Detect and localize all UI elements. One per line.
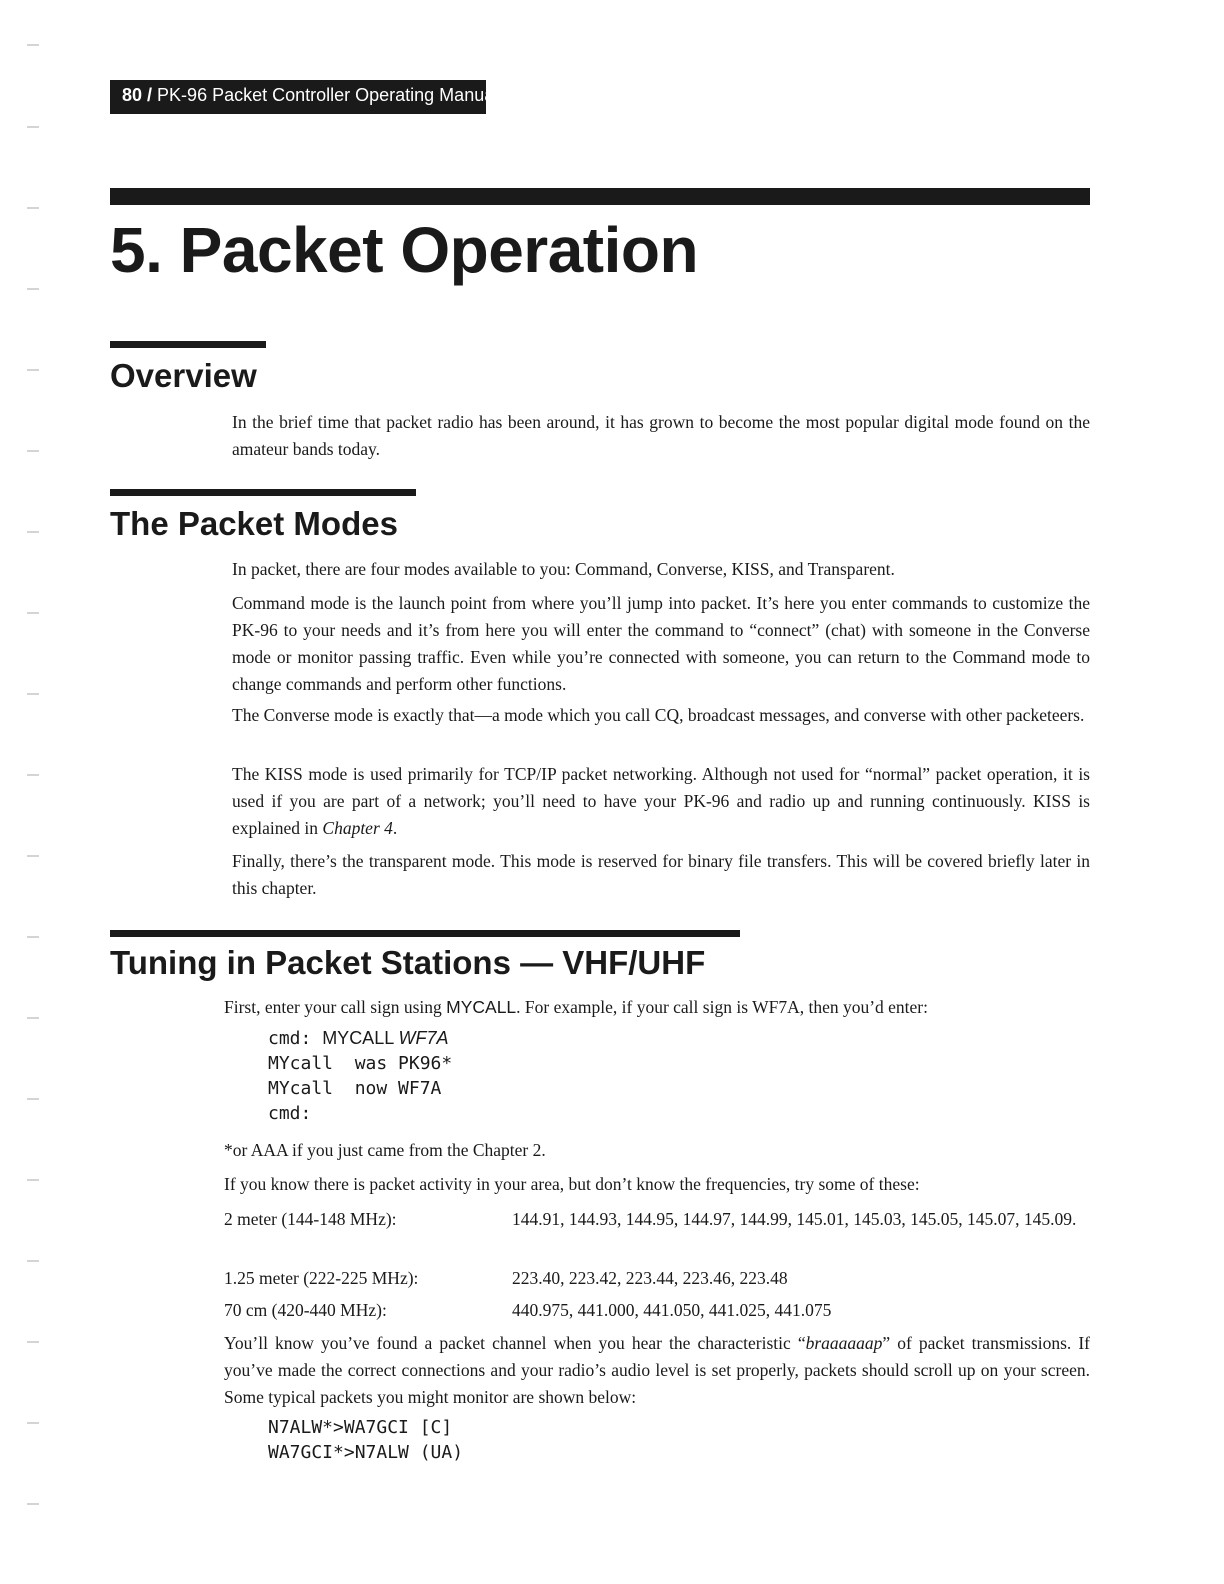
code-line: MYcall was PK96* — [268, 1053, 453, 1074]
margin-mark — [27, 126, 39, 128]
header-separator: / — [142, 85, 158, 105]
section-rule — [110, 489, 416, 496]
margin-mark — [27, 207, 39, 209]
band-label: 70 cm (420-440 MHz): — [224, 1300, 387, 1320]
chapter-title: 5. Packet Operation — [110, 214, 699, 286]
margin-mark — [27, 612, 39, 614]
code-line: MYcall now WF7A — [268, 1078, 442, 1099]
intro-text-a: First, enter your call sign using — [224, 997, 447, 1017]
margin-mark — [27, 855, 39, 857]
chapter-rule — [110, 188, 1090, 205]
margin-mark — [27, 369, 39, 371]
packet-modes-p3: The Converse mode is exactly that—a mode which you call CQ, broadcast messages, and converse with other packeteers. — [232, 705, 1085, 725]
code-line: N7ALW*>WA7GCI [C] — [268, 1417, 453, 1438]
know-text-b: ” of packet transmissions. If you’ve made the correct connections and your radio’s audio level is set properly, packets should scroll up on your screen. Some typical packets you might monitor are shown below: — [224, 1333, 1090, 1407]
margin-mark — [27, 44, 39, 46]
margin-mark — [27, 1503, 39, 1505]
code-line — [268, 1026, 452, 1051]
margin-mark — [27, 531, 39, 533]
code-line: cmd: — [268, 1103, 312, 1124]
frequency-values: 440.975, 441.000, 441.050, 441.025, 441.075 — [512, 1300, 832, 1320]
margin-mark — [27, 1341, 39, 1343]
code-command: MYCALL — [322, 1028, 399, 1048]
code-block-packets — [268, 1415, 463, 1465]
packet-modes-p1: In packet, there are four modes available to you: Command, Converse, KISS, and Transparent. — [232, 559, 895, 579]
packet-modes-p2: Command mode is the launch point from where you’ll jump into packet. It’s here you enter commands to customize the PK-96 to your needs and it’s from here you will enter the command to “connect” (chat) with someone in the Converse mode or monitor passing traffic. Even while you’re connected with someone, you can return to the Command mode to change commands and perform other functions. — [232, 593, 1090, 694]
margin-mark — [27, 1017, 39, 1019]
tuning-heading: Tuning in Packet Stations — VHF/UHF — [110, 944, 706, 981]
band-label: 2 meter (144-148 MHz): — [224, 1209, 397, 1229]
chapter-reference: Chapter 4 — [322, 818, 393, 838]
frequency-values: 223.40, 223.42, 223.44, 223.46, 223.48 — [512, 1268, 788, 1288]
band-label: 1.25 meter (222-225 MHz): — [224, 1268, 419, 1288]
packet-modes-heading: The Packet Modes — [110, 505, 398, 542]
margin-mark — [27, 1098, 39, 1100]
overview-heading: Overview — [110, 357, 257, 394]
mycall-command: MYCALL — [446, 997, 517, 1017]
margin-mark — [27, 774, 39, 776]
page-header — [110, 80, 499, 114]
p4-end: . — [392, 818, 398, 838]
manual-title: PK-96 Packet Controller Operating Manual — [157, 85, 499, 105]
margin-mark — [27, 1179, 39, 1181]
margin-mark — [27, 450, 39, 452]
p4-text: The KISS mode is used primarily for TCP/IP packet networking. Although not used for “normal” packet operation, it is used if you are part of a network; you’ll need to have your PK-96 and radio up and running continuously. KISS is explained in — [232, 764, 1090, 838]
know-text-a: You’ll know you’ve found a packet channel when you hear the characteristic “ — [224, 1333, 806, 1353]
packet-modes-p5: Finally, there’s the transparent mode. This mode is reserved for binary file transfers. This will be covered briefly later in this chapter. — [232, 851, 1090, 898]
code-line: WA7GCI*>N7ALW (UA) — [268, 1442, 464, 1463]
frequency-values: 144.91, 144.93, 144.95, 144.97, 144.99, 145.01, 145.03, 145.05, 145.07, 145.09. — [512, 1209, 1077, 1229]
frequency-intro: If you know there is packet activity in your area, but don’t know the frequencies, try some of these: — [224, 1174, 920, 1194]
overview-paragraph: In the brief time that packet radio has been around, it has grown to become the most popular digital mode found on the amateur bands today. — [232, 412, 1090, 459]
braaaaaap-word: braaaaaap — [805, 1333, 883, 1353]
margin-mark — [27, 936, 39, 938]
section-rule — [110, 930, 740, 937]
code-block-mycall — [268, 1026, 452, 1126]
margin-mark — [27, 1260, 39, 1262]
footnote: *or AAA if you just came from the Chapter 2. — [224, 1140, 546, 1160]
page-number: 80 — [122, 85, 143, 105]
margin-mark — [27, 288, 39, 290]
code-prompt: cmd: — [268, 1028, 323, 1049]
code-argument: WF7A — [398, 1028, 449, 1048]
section-rule — [110, 341, 266, 348]
tuning-intro — [224, 994, 1090, 1021]
packet-channel-paragraph — [224, 1330, 1090, 1411]
intro-text-b: . For example, if your call sign is WF7A, then you’d enter: — [516, 997, 928, 1017]
packet-modes-p4 — [232, 761, 1090, 842]
margin-mark — [27, 693, 39, 695]
margin-mark — [27, 1422, 39, 1424]
